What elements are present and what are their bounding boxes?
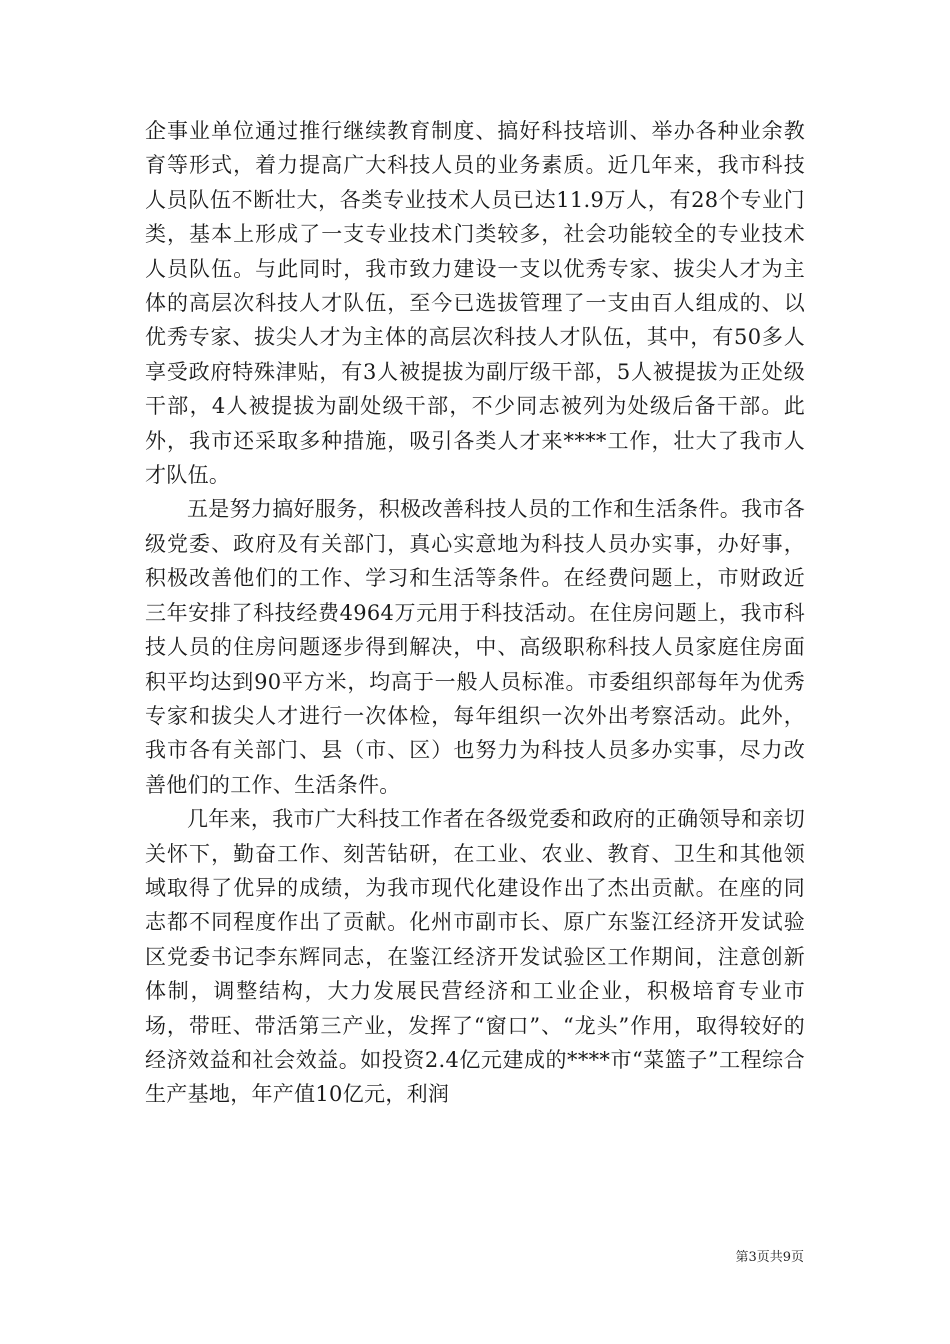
paragraph-2: 五是努力搞好服务，积极改善科技人员的工作和生活条件。我市各级党委、政府及有关部门，真心实意地为科技人员办实事，办好事，积极改善他们的工作、学习和生活等条件。在经费问题上，市财政近三年安排了科技经费4964万元用于科技活动。在住房问题上，我市科技人员的住房问题逐步得到解决，中、高级职称科技人员家庭住房面积平均达到90平方米，均高于一般人员标准。市委组织部每年为优秀专家和拔尖人才进行一次体检，每年组织一次外出考察活动。此外，我市各有关部门、县（市、区）也努力为科技人员多办实事，尽力改善他们的工作、生活条件。 <box>145 497 805 797</box>
page-number: 第3页共9页 <box>735 1250 804 1265</box>
document-body <box>145 114 805 1112</box>
paragraph-1: 企事业单位通过推行继续教育制度、搞好科技培训、举办各种业余教育等形式，着力提高广大科技人员的业务素质。近几年来，我市科技人员队伍不断壮大，各类专业技术人员已达11.9万人，有28个专业门类，基本上形成了一支专业技术门类较多，社会功能较全的专业技术人员队伍。与此同时，我市致力建设一支以优秀专家、拔尖人才为主体的高层次科技人才队伍，至今已选拔管理了一支由百人组成的、以优秀专家、拔尖人才为主体的高层次科技人才队伍，其中，有50多人享受政府特殊津贴，有3人被提拔为副厅级干部，5人被提拔为正处级干部，4人被提拔为副处级干部，不少同志被列为处级后备干部。此外，我市还采取多种措施，吸引各类人才来****工作，壮大了我市人才队伍。 <box>145 119 805 488</box>
paragraph-3: 几年来，我市广大科技工作者在各级党委和政府的正确领导和亲切关怀下，勤奋工作、刻苦钻研，在工业、农业、教育、卫生和其他领域取得了优异的成绩，为我市现代化建设作出了杰出贡献。在座的同志都不同程度作出了贡献。化州市副市长、原广东鉴江经济开发试验区党委书记李东辉同志，在鉴江经济开发试验区工作期间，注意创新体制，调整结构，大力发展民营经济和工业企业，积极培育专业市场，带旺、带活第三产业，发挥了“窗口”、“龙头”作用，取得较好的经济效益和社会效益。如投资2.4亿元建成的****市“菜篮子”工程综合生产基地，年产值10亿元，利润 <box>145 807 805 1107</box>
